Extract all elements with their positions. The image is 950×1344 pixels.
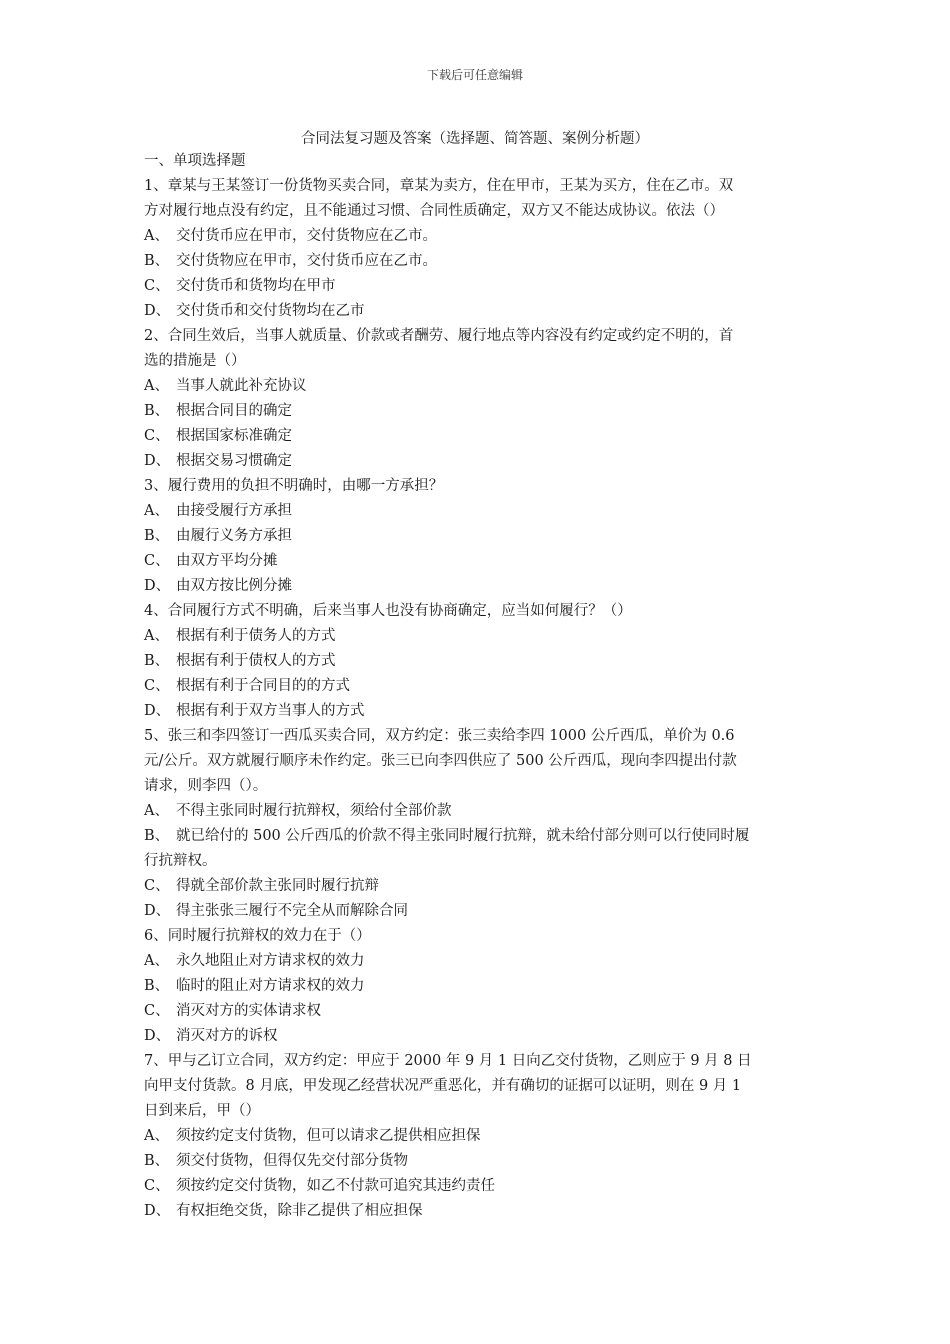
option-letter: D、	[144, 303, 171, 319]
option-text: 根据有利于债务人的方式	[176, 628, 336, 644]
answer-option	[144, 699, 804, 724]
question-7	[144, 1049, 804, 1224]
answer-option	[144, 799, 804, 824]
answer-option	[144, 874, 804, 899]
option-text: 由接受履行方承担	[176, 503, 292, 519]
option-text: 消灭对方的诉权	[176, 1028, 278, 1044]
question-stem-line: 方对履行地点没有约定，且不能通过习惯、合同性质确定，双方又不能达成协议。依法（）	[144, 203, 724, 219]
answer-option	[144, 649, 804, 674]
option-letter: C、	[144, 553, 170, 569]
option-letter: D、	[144, 1028, 171, 1044]
option-letter: A、	[144, 953, 169, 969]
document-body	[144, 149, 804, 1224]
document-title: 合同法复习题及答案（选择题、简答题、案例分析题）	[301, 131, 649, 147]
option-letter: A、	[144, 1128, 169, 1144]
question-6	[144, 924, 804, 1049]
option-text: 交付货币应在甲市，交付货物应在乙市。	[176, 228, 437, 244]
question-1	[144, 174, 804, 324]
option-text: 得就全部价款主张同时履行抗辩	[176, 878, 379, 894]
question-4	[144, 599, 804, 724]
option-letter: D、	[144, 1203, 171, 1219]
option-text: 须交付货物，但得仅先交付部分货物	[176, 1153, 408, 1169]
option-text: 交付货物应在甲市，交付货币应在乙市。	[176, 253, 437, 269]
option-letter: B、	[144, 1153, 170, 1169]
question-stem-line: 元/公斤。双方就履行顺序未作约定。张三已向李四供应了 500 公斤西瓜，现向李四提出付款	[144, 753, 737, 769]
option-letter: D、	[144, 453, 171, 469]
option-text: 当事人就此补充协议	[176, 378, 307, 394]
answer-option	[144, 949, 804, 974]
option-letter: C、	[144, 1178, 170, 1194]
option-text: 就已给付的 500 公斤西瓜的价款不得主张同时履行抗辩，就未给付部分则可以行使同时履	[176, 828, 750, 844]
answer-option	[144, 824, 804, 849]
answer-option	[144, 399, 804, 424]
answer-option	[144, 224, 804, 249]
answer-option	[144, 1174, 804, 1199]
answer-option	[144, 499, 804, 524]
answer-option	[144, 574, 804, 599]
question-list	[144, 174, 804, 1224]
option-text: 消灭对方的实体请求权	[176, 1003, 321, 1019]
option-letter: A、	[144, 228, 169, 244]
question-3	[144, 474, 804, 599]
option-text: 根据有利于合同目的的方式	[176, 678, 350, 694]
answer-option	[144, 1024, 804, 1049]
answer-option	[144, 1199, 804, 1224]
answer-option	[144, 1124, 804, 1149]
answer-option	[144, 524, 804, 549]
option-letter: B、	[144, 403, 170, 419]
question-stem-line: 4、合同履行方式不明确，后来当事人也没有协商确定，应当如何履行？（）	[144, 603, 632, 619]
question-stem-line: 1、章某与王某签订一份货物买卖合同，章某为卖方，住在甲市，王某为买方，住在乙市。双	[144, 178, 734, 194]
option-text: 交付货币和货物均在甲市	[176, 278, 336, 294]
option-text: 须按约定交付货物，如乙不付款可追究其违约责任	[176, 1178, 495, 1194]
option-text: 根据国家标准确定	[176, 428, 292, 444]
answer-option	[144, 624, 804, 649]
option-text: 根据交易习惯确定	[176, 453, 292, 469]
question-stem-line: 选的措施是（）	[144, 353, 246, 369]
answer-option	[144, 274, 804, 299]
answer-option	[144, 424, 804, 449]
answer-option	[144, 899, 804, 924]
option-letter: C、	[144, 678, 170, 694]
option-letter: B、	[144, 253, 170, 269]
question-stem-line: 2、合同生效后，当事人就质量、价款或者酬劳、履行地点等内容没有约定或约定不明的，首	[144, 328, 734, 344]
question-stem-line: 日到来后，甲（）	[144, 1103, 260, 1119]
question-stem-line: 向甲支付货款。8 月底，甲发现乙经营状况严重恶化，并有确切的证据可以证明，则在 9 月 1	[144, 1078, 742, 1094]
option-letter: B、	[144, 978, 170, 994]
option-letter: C、	[144, 278, 170, 294]
option-letter: B、	[144, 528, 170, 544]
answer-option	[144, 549, 804, 574]
option-letter: A、	[144, 628, 169, 644]
option-text: 由履行义务方承担	[176, 528, 292, 544]
option-text: 不得主张同时履行抗辩权，须给付全部价款	[176, 803, 452, 819]
answer-option	[144, 249, 804, 274]
section-heading: 一、单项选择题	[144, 153, 246, 169]
answer-option	[144, 999, 804, 1024]
question-stem-line: 5、张三和李四签订一西瓜买卖合同，双方约定：张三卖给李四 1000 公斤西瓜，单价为 0.6	[144, 728, 735, 744]
option-letter: B、	[144, 653, 170, 669]
question-stem-line: 6、同时履行抗辩权的效力在于（）	[144, 928, 371, 944]
option-text: 交付货币和交付货物均在乙市	[176, 303, 365, 319]
option-letter: A、	[144, 503, 169, 519]
option-text: 根据有利于双方当事人的方式	[176, 703, 365, 719]
option-letter: D、	[144, 903, 171, 919]
option-text: 须按约定支付货物，但可以请求乙提供相应担保	[176, 1128, 481, 1144]
option-text: 根据合同目的确定	[176, 403, 292, 419]
answer-option	[144, 674, 804, 699]
option-text: 根据有利于债权人的方式	[176, 653, 336, 669]
option-text: 由双方平均分摊	[176, 553, 278, 569]
option-letter: A、	[144, 803, 169, 819]
answer-option	[144, 299, 804, 324]
option-text: 临时的阻止对方请求权的效力	[176, 978, 365, 994]
option-letter: D、	[144, 578, 171, 594]
option-text: 永久地阻止对方请求权的效力	[176, 953, 365, 969]
option-letter: C、	[144, 878, 170, 894]
option-letter: C、	[144, 428, 170, 444]
option-letter: C、	[144, 1003, 170, 1019]
option-letter: B、	[144, 828, 170, 844]
question-stem-line: 3、履行费用的负担不明确时，由哪一方承担？	[144, 478, 444, 494]
option-text: 得主张张三履行不完全从而解除合同	[176, 903, 408, 919]
answer-option	[144, 449, 804, 474]
answer-option	[144, 374, 804, 399]
answer-option	[144, 974, 804, 999]
option-text: 由双方按比例分摊	[176, 578, 292, 594]
answer-option	[144, 1149, 804, 1174]
question-5	[144, 724, 804, 924]
option-text: 有权拒绝交货，除非乙提供了相应担保	[176, 1203, 423, 1219]
question-stem-line: 请求，则李四（）。	[144, 778, 268, 794]
question-stem-line: 7、甲与乙订立合同，双方约定：甲应于 2000 年 9 月 1 日向乙交付货物，乙则应于 9 月 8 日	[144, 1053, 752, 1069]
option-letter: D、	[144, 703, 171, 719]
option-text-continuation: 行抗辩权。	[144, 853, 217, 869]
question-2	[144, 324, 804, 474]
page-header-note: 下载后可任意编辑	[426, 68, 523, 82]
option-letter: A、	[144, 378, 169, 394]
